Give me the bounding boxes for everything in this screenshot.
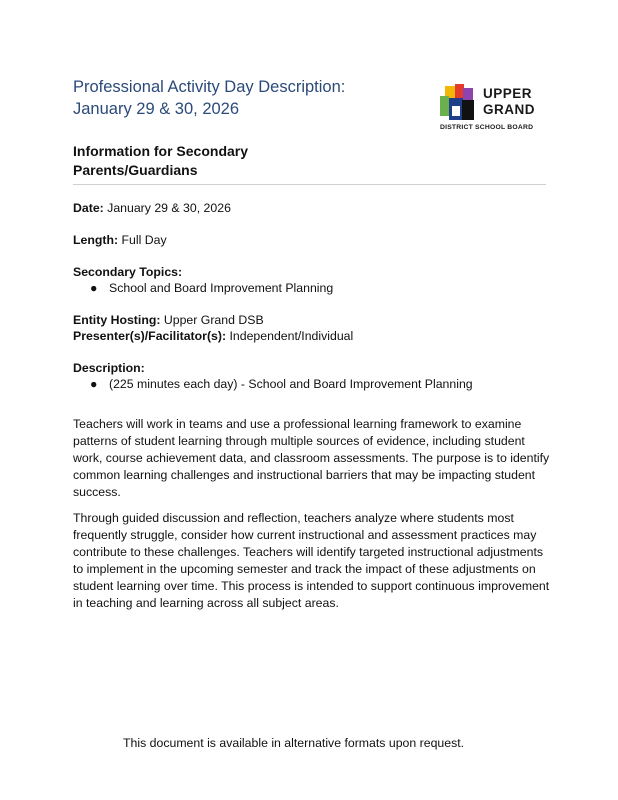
length-value: Full Day [121, 233, 167, 247]
logo-mark-icon [440, 84, 480, 122]
title-line-2: January 29 & 30, 2026 [73, 100, 240, 118]
topics-label: Secondary Topics: [73, 265, 183, 279]
paragraph-1: Teachers will work in teams and use a professional learning framework to examine patterns of student learning through multiple sources of evidence, including student work, course achievement data, and classroom assessments. The purpose is to identify common learning challenges and instructional barriers that may be impacting student success. [73, 417, 550, 499]
ugdsb-logo [440, 84, 540, 134]
presenter-row [73, 328, 353, 344]
subtitle-line-2: Parents/Guardians [73, 162, 198, 178]
logo-block-green [440, 96, 449, 116]
logo-block-black [462, 100, 474, 120]
entity-value: Upper Grand DSB [163, 313, 264, 327]
presenter-value: Independent/Individual [229, 329, 354, 343]
topic-item-text: School and Board Improvement Planning [109, 281, 334, 295]
logo-block-white [452, 106, 460, 116]
topic-item [90, 280, 333, 296]
date-row [73, 200, 231, 216]
date-value: January 29 & 30, 2026 [107, 201, 231, 215]
divider [73, 184, 546, 185]
presenter-label: Presenter(s)/Facilitator(s): [73, 329, 227, 343]
subtitle-line-1: Information for Secondary [73, 143, 249, 159]
footer-note: This document is available in alternative formats upon request. [123, 736, 465, 750]
length-row [73, 232, 167, 248]
logo-subtitle: DISTRICT SCHOOL BOARD [440, 124, 534, 131]
description-heading [73, 360, 145, 376]
paragraph-2: Through guided discussion and reflection, teachers analyze where students most frequently struggle, consider how current instructional and assessment practices may contribute to these challenges. Teachers will identify targeted instructional adjustments to implement in the upcoming semester and track the impact of these adjustments on student learning over time. This process is intended to support continuous improvement in teaching and learning across all subject areas. [73, 511, 550, 610]
bullet-icon: ● [90, 281, 98, 295]
description-item [90, 376, 473, 392]
logo-word-upper: UPPER [483, 86, 533, 101]
entity-label: Entity Hosting: [73, 313, 161, 327]
title-line-1: Professional Activity Day Description: [73, 78, 346, 96]
description-label: Description: [73, 361, 145, 375]
logo-word-grand: GRAND [483, 102, 535, 117]
description-item-text: (225 minutes each day) - School and Board Improvement Planning [109, 377, 473, 391]
logo-block-red [455, 84, 464, 98]
page-title [73, 76, 345, 120]
entity-row [73, 312, 264, 328]
bullet-icon: ● [90, 377, 98, 391]
section-subtitle [73, 142, 248, 180]
date-label: Date: [73, 201, 104, 215]
length-label: Length: [73, 233, 119, 247]
topics-heading [73, 264, 182, 280]
logo-block-purple [463, 88, 473, 102]
